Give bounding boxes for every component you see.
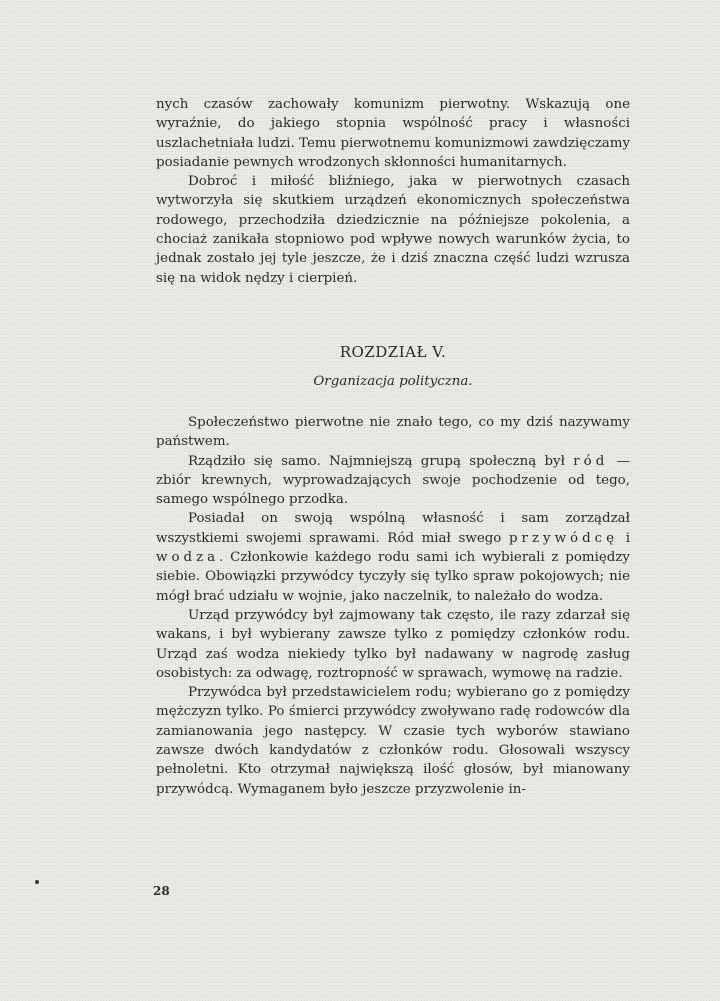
text-run: Rządziło się samo. Najmniejszą grupą społeczną był (188, 453, 574, 469)
chapter-subtitle: Organizacja polityczna. (313, 374, 473, 389)
chapter-title: ROZDZIAŁ V. (339, 343, 447, 361)
paragraph: Przywódca był przedstawicielem rodu; wybierano go z pomiędzy mężczyzn tylko. Po śmierci przywódcy zwoływano radę rodowców dla zamianowania jego następcy. W czasie tych wyborów stawiano zawsze dwóch kandydatów z członków rodu. Głosowali wszyscy pełnoletni. Kto otrzymał największą ilość głosów, był mianowany przywódcą. Wymaganem było jeszcze przyzwolenie in- (156, 685, 630, 797)
text-run: . Członkowie każdego rodu sami ich wybierali z pomiędzy siebie. Obowiązki przywódcy tyczyły się tylko spraw pokojowych; nie mógł brać udziału w wojnie, jako naczelnik, to należało do wodza. (156, 550, 630, 604)
continued-text (156, 95, 630, 288)
text-run: i (618, 530, 630, 546)
paragraph (156, 509, 630, 605)
paragraph: Społeczeństwo pierwotne nie znało tego, co my dziś nazywamy państwem. (156, 415, 630, 450)
paragraph (156, 452, 630, 510)
page-number: 28 (153, 884, 170, 898)
scan-speck (35, 880, 39, 884)
chapter-body (156, 413, 630, 799)
paragraph: Urząd przywódcy był zajmowany tak często, ile razy zdarzał się wakans, i był wybierany zawsze tylko z pomiędzy członków rodu. Urząd zaś wodza niekiedy tylko był nadawany w nagrodę zasług osobistych: za odwagę, roztropność w sprawach, wymowę na radzie. (156, 607, 630, 681)
text-run: — zbiór krewnych, wyprowadzających swoje pochodzenie od tego, samego wspólnego przodka. (156, 453, 631, 508)
paragraph: nych czasów zachowały komunizm pierwotny. Wskazują one wyraźnie, do jakiego stopnia wspólność pracy i własności uszlachetniała ludzi. Temu pierwotnemu komunizmowi zawdzięczamy posiadanie pewnych wrodzonych skłonności humanitarnych. (156, 97, 631, 170)
emphasized-term: ród (573, 453, 609, 469)
emphasized-term: wodza (156, 550, 220, 566)
paragraph: Dobroć i miłość bliźniego, jaka w pierwotnych czasach wytworzyła się skutkiem urządzeń ekonomicznych społeczeństwa rodowego, przechodziła dziedzicznie na późniejsze pokolenia, a chociaż zanikała stopniowo pod wpływe nowych warunków życia, to jednak zostało jej tyle jeszcze, że i dziś znaczna część ludzi wzrusza się na widok nędzy i cierpień. (156, 174, 630, 286)
text-run: Posiadał on swoją wspólną własność i sam zorządzał wszystkiemi swojemi sprawami. Ród miał swego (156, 511, 630, 546)
emphasized-term: przywódcę (508, 530, 619, 546)
